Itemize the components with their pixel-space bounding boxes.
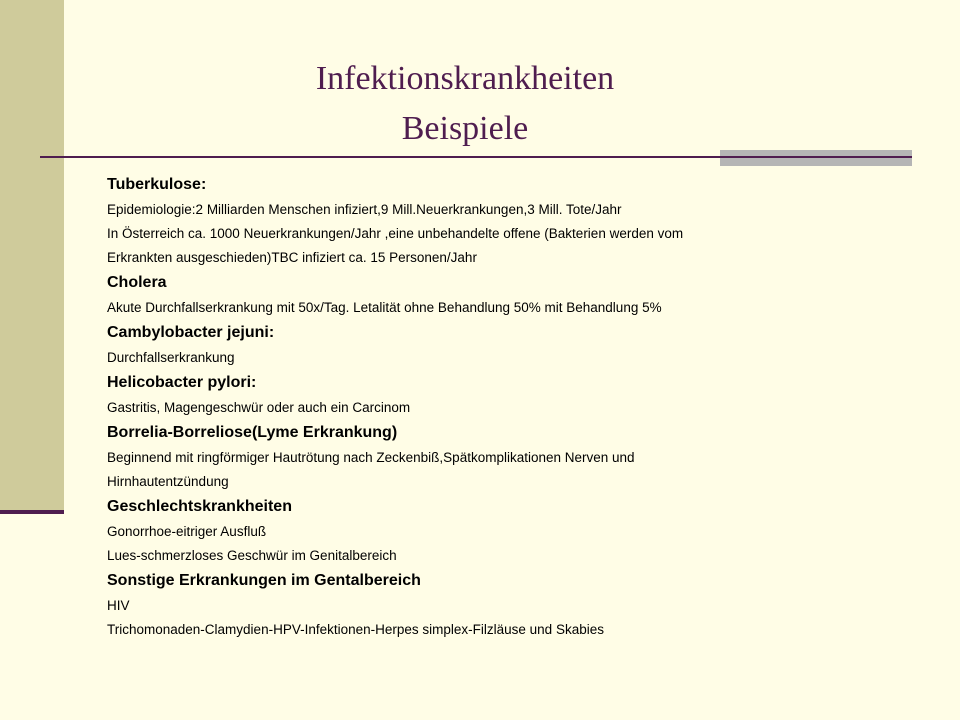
left-bar-accent-line (0, 510, 64, 514)
section-heading: Cholera (107, 274, 167, 291)
section-heading: Geschlechtskrankheiten (107, 498, 292, 515)
slide-title (80, 54, 850, 154)
section-text-line: Akute Durchfallserkrankung mit 50x/Tag. Letalität ohne Behandlung 50% mit Behandlung 5% (107, 300, 662, 315)
section-text-line: Beginnend mit ringförmiger Hautrötung nach Zeckenbiß,Spätkomplikationen Nerven und (107, 450, 635, 465)
section-text-line: Gastritis, Magengeschwür oder auch ein Carcinom (107, 400, 411, 415)
title-accent-block (720, 150, 912, 166)
title-accent-line (720, 156, 912, 158)
section-heading: Helicobacter pylori: (107, 374, 257, 391)
section-text-line: Epidemiologie:2 Milliarden Menschen infiziert,9 Mill.Neuerkrankungen,3 Mill. Tote/Jahr (107, 202, 622, 217)
section-text-line: In Österreich ca. 1000 Neuerkrankungen/Jahr ,eine unbehandelte offene (Bakterien werden vom (107, 226, 684, 241)
section-text-line: Trichomonaden-Clamydien-HPV-Infektionen-Herpes simplex-Filzläuse und Skabies (107, 622, 604, 637)
section-heading: Cambylobacter jejuni: (107, 324, 275, 341)
section-text-line: Hirnhautentzündung (107, 474, 229, 489)
section-text-line: Gonorrhoe-eitriger Ausfluß (107, 524, 267, 539)
section-text-line: Lues-schmerzloses Geschwür im Genitalbereich (107, 548, 397, 563)
slide-body (107, 172, 927, 642)
left-decorative-bar (0, 0, 64, 513)
section-text-line: HIV (107, 598, 130, 613)
title-line-2: Beispiele (401, 110, 529, 147)
section-heading: Sonstige Erkrankungen im Gentalbereich (107, 572, 421, 589)
title-underline (40, 156, 720, 158)
title-line-1: Infektionskrankheiten (315, 60, 615, 97)
section-text-line: Durchfallserkrankung (107, 350, 235, 365)
section-text-line: Erkrankten ausgeschieden)TBC infiziert ca. 15 Personen/Jahr (107, 250, 477, 265)
section-heading: Borrelia-Borreliose(Lyme Erkrankung) (107, 424, 398, 441)
section-heading: Tuberkulose: (107, 176, 207, 193)
